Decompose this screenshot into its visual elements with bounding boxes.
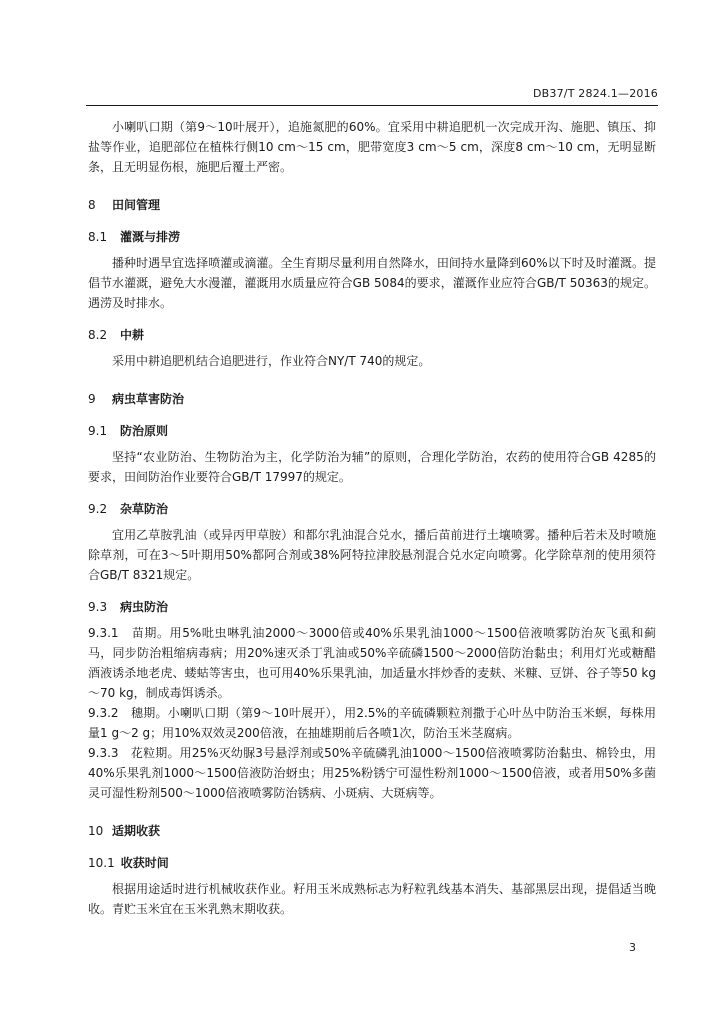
section-8-2-heading <box>88 325 656 345</box>
section-9-2-text: 宜用乙草胺乳油（或异丙甲草胺）和都尔乳油混合兑水，播后苗前进行土壤喷雾。播种后若未及时喷施除草剂，可在3～5叶期用50%都阿合剂或38%阿特拉津胶悬剂混合兑水定向喷雾。化学除草剂的使用须符合GB/T 8321规定。 <box>88 528 656 582</box>
section-title: 防治原则 <box>120 424 169 438</box>
section-9-3-2-text: 9.3.2 穗期。小喇叭口期（第9～10叶展开），用2.5%的辛硫磷颗粒剂撒于心叶丛中防治玉米螟，每株用量1 g～2 g；用10%双效灵200倍液，在抽雄期前后各喷1次，防治玉米茎腐病。 <box>88 706 656 740</box>
section-number: 10.1 <box>88 856 115 870</box>
section-number: 9.1 <box>88 424 108 438</box>
section-10-1-heading <box>88 853 656 873</box>
header-divider <box>86 105 658 106</box>
section-8-1-heading <box>88 227 656 247</box>
section-title: 病虫草害防治 <box>112 392 185 406</box>
section-9-3-1-text: 9.3.1 苗期。用5%吡虫啉乳油2000～3000倍或40%乐果乳油1000～1500倍液喷雾防治灰飞虱和蓟马，同步防治粗缩病毒病；用20%速灭杀丁乳油或50%辛硫磷1500～2000倍防治黏虫；利用灯光或糖醋酒液诱杀地老虎、蝼蛄等害虫，也可用40%乐果乳油，加适量水拌炒香的麦麸、米糠、豆饼、谷子等50 kg～70 kg，制成毒饵诱杀。 <box>88 626 656 700</box>
section-9-heading <box>88 389 656 409</box>
section-title: 灌溉与排涝 <box>120 230 181 244</box>
section-title: 病虫防治 <box>120 600 169 614</box>
page-number: 3 <box>629 941 636 954</box>
section-9-3-3-text: 9.3.3 花粒期。用25%灭幼脲3号悬浮剂或50%辛硫磷乳油1000～1500倍液喷雾防治黏虫、棉铃虫，用40%乐果乳剂1000～1500倍液防治蚜虫；用25%粉锈宁可湿性粉剂1000～1500倍液，或者用50%多菌灵可湿性粉剂500～1000倍液喷雾防治锈病、小斑病、大斑病等。 <box>88 746 656 800</box>
section-number: 9.3 <box>88 600 108 614</box>
section-number: 8.2 <box>88 328 108 342</box>
section-title: 田间管理 <box>112 198 161 212</box>
section-9-1-text: 坚持“农业防治、生物防治为主，化学防治为辅”的原则，合理化学防治，农药的使用符合GB 4285的要求，田间防治作业要符合GB/T 17997的规定。 <box>88 450 656 484</box>
section-8-heading <box>88 195 656 215</box>
section-title: 杂草防治 <box>120 502 169 516</box>
intro-paragraph: 小喇叭口期（第9～10叶展开），追施氮肥的60%。宜采用中耕追肥机一次完成开沟、施肥、镇压、抑盐等作业，追肥部位在植株行侧10 cm～15 cm，肥带宽度3 cm～5 cm，深度8 cm～10 cm，无明显断条，且无明显伤根，施肥后覆土严密。 <box>88 120 656 174</box>
document-body <box>88 117 656 919</box>
section-9-3-heading <box>88 597 656 617</box>
section-number: 9.2 <box>88 502 108 516</box>
section-10-heading <box>88 821 656 841</box>
document-code: DB37/T 2824.1—2016 <box>532 87 658 100</box>
section-title: 适期收获 <box>112 824 161 838</box>
section-9-1-heading <box>88 421 656 441</box>
section-number: 8.1 <box>88 230 108 244</box>
section-number: 9 <box>88 392 96 406</box>
section-9-2-heading <box>88 499 656 519</box>
section-title: 收获时间 <box>120 856 169 870</box>
section-title: 中耕 <box>120 328 145 342</box>
section-number: 10 <box>88 824 104 838</box>
section-10-1-text: 根据用途适时进行机械收获作业。籽用玉米成熟标志为籽粒乳线基本消失、基部黑层出现，提倡适当晚收。青贮玉米宜在玉米乳熟末期收获。 <box>88 882 656 916</box>
section-number: 8 <box>88 198 96 212</box>
section-8-1-text: 播种时遇旱宜选择喷灌或滴灌。全生育期尽量利用自然降水，田间持水量降到60%以下时及时灌溉。提倡节水灌溉，避免大水漫灌，灌溉用水质量应符合GB 5084的要求，灌溉作业应符合GB/T 50363的规定。遇涝及时排水。 <box>88 256 656 310</box>
section-8-2-text: 采用中耕追肥机结合追肥进行，作业符合NY/T 740的规定。 <box>112 354 431 368</box>
